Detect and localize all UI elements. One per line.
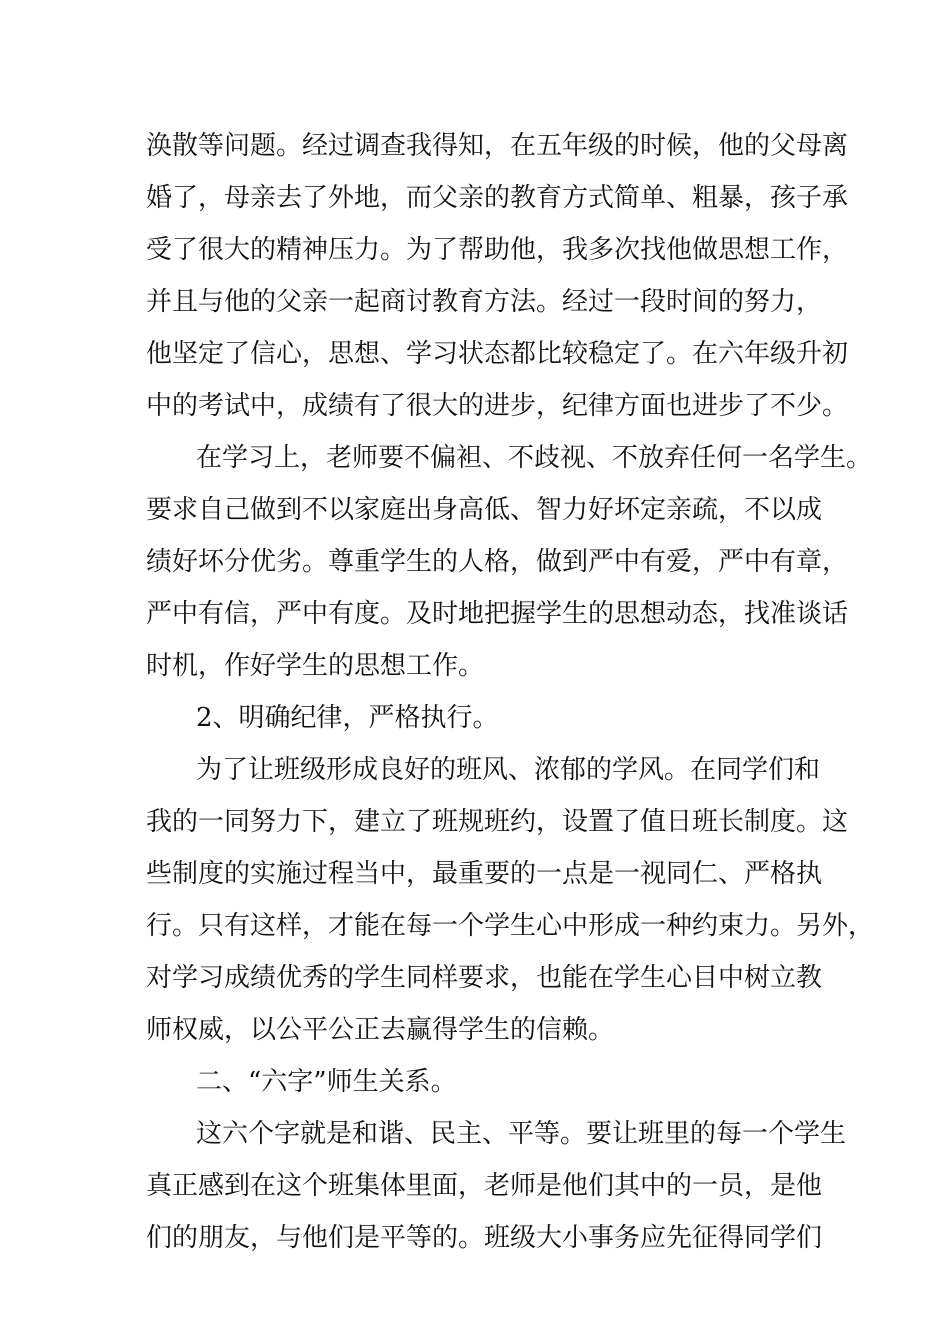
text-line: 真正感到在这个班集体里面，老师是他们其中的一员，是他 [146, 1171, 823, 1201]
paragraph-start-line: 这六个字就是和谐、民主、平等。要让班里的每一个学生 [196, 1119, 847, 1149]
text-line: 他坚定了信心，思想、学习状态都比较稳定了。在六年级升初 [146, 339, 849, 369]
text-line: 涣散等问题。经过调查我得知，在五年级的时候，他的父母离 [146, 131, 849, 161]
text-line: 严中有信，严中有度。及时地把握学生的思想动态，找准谈话 [146, 599, 849, 629]
text-line: 绩好坏分优劣。尊重学生的人格，做到严中有爱，严中有章， [146, 547, 849, 577]
section-heading: 二、“六字”师生关系。 [196, 1067, 457, 1097]
text-line: 并且与他的父亲一起商讨教育方法。经过一段时间的努力， [146, 287, 823, 317]
text-line: 婚了，母亲去了外地，而父亲的教育方式简单、粗暴，孩子承 [146, 183, 849, 213]
text-line: 行。只有这样，才能在每一个学生心中形成一种约束力。另外， [146, 911, 875, 941]
text-line: 师权威，以公平公正去赢得学生的信赖。 [146, 1015, 615, 1045]
paragraph-start-line: 为了让班级形成良好的班风、浓郁的学风。在同学们和 [196, 755, 821, 785]
text-line: 中的考试中，成绩有了很大的进步，纪律方面也进步了不少。 [146, 391, 849, 421]
text-line: 些制度的实施过程当中，最重要的一点是一视同仁、严格执 [146, 859, 823, 889]
text-line: 我的一同努力下，建立了班规班约，设置了值日班长制度。这 [146, 807, 849, 837]
text-line: 们的朋友，与他们是平等的。班级大小事务应先征得同学们 [146, 1223, 823, 1253]
text-line: 受了很大的精神压力。为了帮助他，我多次找他做思想工作， [146, 235, 849, 265]
text-line: 对学习成绩优秀的学生同样要求，也能在学生心目中树立教 [146, 963, 823, 993]
paragraph-start-line: 在学习上，老师要不偏袒、不歧视、不放弃任何一名学生。 [196, 443, 873, 473]
text-line: 要求自己做到不以家庭出身高低、智力好坏定亲疏，不以成 [146, 495, 823, 525]
section-heading: 2、明确纪律，严格执行。 [196, 703, 499, 733]
text-line: 时机，作好学生的思想工作。 [146, 651, 485, 681]
